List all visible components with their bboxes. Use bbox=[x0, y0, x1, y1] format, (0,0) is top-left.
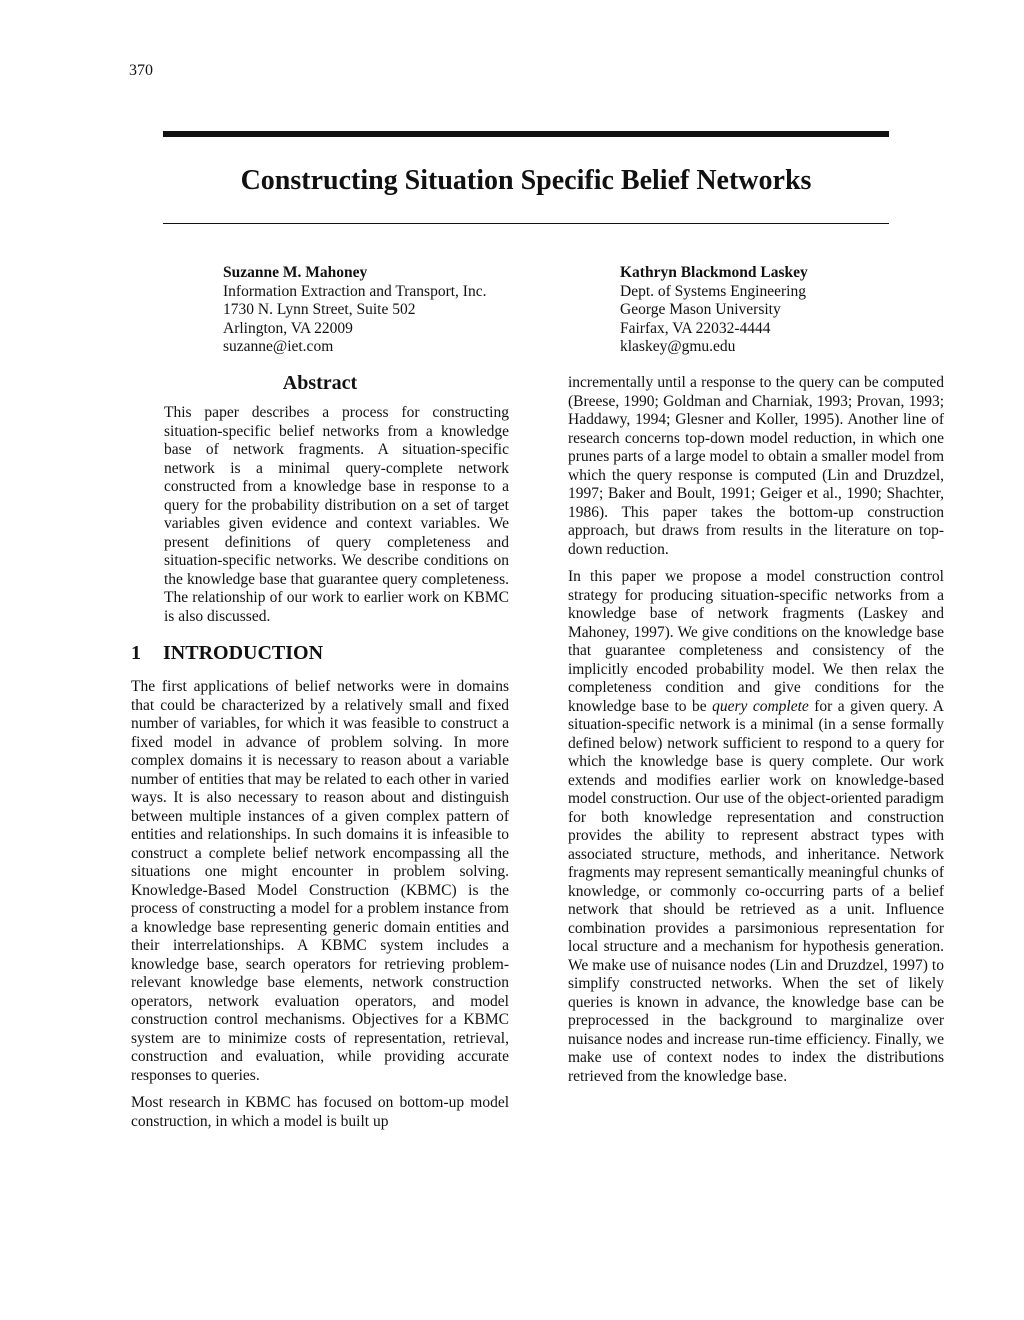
author-block-1 bbox=[223, 264, 486, 357]
author-affiliation: Information Extraction and Transport, Inc. bbox=[223, 282, 487, 300]
author-block-2 bbox=[620, 264, 808, 357]
author-name: Suzanne M. Mahoney bbox=[223, 264, 368, 281]
abstract-text: This paper describes a process for constructing situation-specific belief networks from a knowledge base of network fragments. A situation-specific network is a minimal query-complete network constructed from a knowledge base in response to a query for the probability distribution on a set of target variables given evidence and context variables. We present definitions of query completeness and situation-specific networks. We describe conditions on the knowledge base that guarantee query completeness. The relationship of our work to earlier work on KBMC is also discussed. bbox=[164, 404, 509, 625]
right-paragraph-1: incrementally until a response to the query can be computed (Breese, 1990; Goldman and Charniak, 1993; Provan, 1993; Haddawy, 1994; Glesner and Koller, 1995). Another line of research concerns top-down model reduction, in which one prunes parts of a large model to obtain a smaller model from which the query response is computed (Lin and Druzdzel, 1997; Baker and Boult, 1991; Geiger et al., 1990; Shachter, 1986). This paper takes the bottom-up construction approach, but draws from results in the literature on top-down reduction. bbox=[568, 374, 944, 558]
title-bottom-rule bbox=[163, 223, 889, 224]
emphasis-term: query complete bbox=[712, 697, 809, 715]
author-email: klaskey@gmu.edu bbox=[620, 338, 736, 355]
section-number: 1 bbox=[131, 642, 141, 664]
section-title: INTRODUCTION bbox=[163, 642, 324, 664]
author-address-line: George Mason University bbox=[620, 301, 781, 318]
right-column bbox=[568, 374, 944, 1086]
author-affiliation: Dept. of Systems Engineering bbox=[620, 282, 806, 300]
author-name: Kathryn Blackmond Laskey bbox=[620, 264, 808, 281]
intro-paragraph-1: The first applications of belief networks were in domains that could be characterized by a relatively small and fixed number of variables, for which it was feasible to construct a fixed model in advance of problem solving. In more complex domains it is necessary to reason about a variable number of entities that may be related to each other in varied ways. It is also necessary to reason about and distinguish between multiple instances of a given complex pattern of entities and relationships. In such domains it is infeasible to construct a complete belief network encompassing all the situations one might encounter in problem solving. Knowledge-Based Model Construction (KBMC) is the process of constructing a model for a problem instance from a knowledge base representing generic domain entities and their interrelationships. A KBMC system includes a knowledge base, search operators for retrieving problem-relevant knowledge base elements, network construction operators, network evaluation operators, and model construction control mechanisms. Objectives for a KBMC system are to minimize costs of representation, retrieval, construction and evaluation, while providing accurate responses to queries. bbox=[131, 678, 509, 1084]
author-address-line: Fairfax, VA 22032-4444 bbox=[620, 319, 771, 337]
right-paragraph-2 bbox=[568, 568, 944, 1086]
paper-title: Constructing Situation Specific Belief Networks bbox=[240, 165, 812, 196]
abstract-heading: Abstract bbox=[282, 372, 358, 394]
paragraph-text: In this paper we propose a model construction control strategy for producing situation-specific networks from a knowledge base of network fragments (Laskey and Mahoney, 1997). We give conditions on the knowledge base that guarantee completeness and consistency of the implicitly encoded probability model. We then relax the completeness condition and give conditions for the knowledge base to be bbox=[568, 568, 944, 715]
intro-paragraph-2: Most research in KBMC has focused on bottom-up model construction, in which a model is built up bbox=[131, 1094, 509, 1130]
author-address-line: 1730 N. Lynn Street, Suite 502 bbox=[223, 301, 416, 318]
paragraph-text: for a given query. A situation-specific network is a minimal (in a sense formally defined below) network sufficient to respond to a query for which the knowledge base is query complete. Our work extends and modifies earlier work on knowledge-based model construction. Our use of the object-oriented paradigm for both knowledge representation and construction provides the ability to represent abstract types with associated structure, methods, and inheritance. Network fragments may represent semantically meaningful chunks of knowledge, or commonly co-occurring parts of a belief network that should be retrieved as a unit. Influence combination provides a parsimonious representation for local structure and a mechanism for hypothesis generation. We make use of nuisance nodes (Lin and Druzdzel, 1997) to simplify constructed networks. When the set of likely queries is known in advance, the knowledge base can be preprocessed in the background to marginalize over nuisance nodes and increase run-time efficiency. Finally, we make use of context nodes to index the distributions retrieved from the knowledge base. bbox=[568, 697, 944, 1085]
left-column bbox=[131, 371, 509, 1131]
page-number: 370 bbox=[129, 62, 153, 79]
author-address-line: Arlington, VA 22009 bbox=[223, 319, 353, 337]
section-heading bbox=[131, 641, 509, 665]
author-email: suzanne@iet.com bbox=[223, 338, 334, 355]
title-top-rule bbox=[163, 131, 889, 137]
